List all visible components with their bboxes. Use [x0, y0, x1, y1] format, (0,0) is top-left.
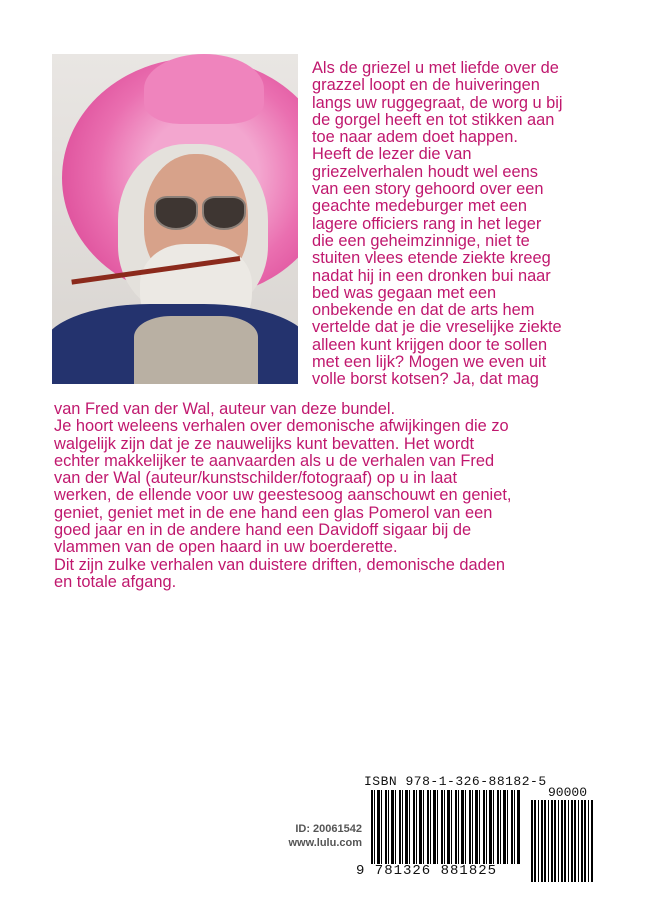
- publisher-id: ID: 20061542: [295, 823, 362, 835]
- publisher-url: www.lulu.com: [288, 837, 362, 849]
- author-photo: [52, 54, 298, 384]
- blurb-text-right-column: Als de griezel u met liefde over de grazzel loopt en de huiveringen langs uw ruggegraat, de worg u bij de gorgel heeft en tot stikken aan toe naar adem doet happen. Heeft de lezer die van griezelverhalen houdt wel eens van een story gehoord over een geachte medeburger met een lagere officiers rang in het leger die een geheimzinnige, niet te stuiten vlees etende ziekte kreeg nadat hij in een dronken bui naar bed was gegaan met een onbekende en dat de arts hem vertelde dat je die vreselijke ziekte alleen kunt krijgen door te sollen met een lijk? Mogen we even uit volle borst kotsen? Ja, dat mag: [312, 59, 563, 389]
- sunglasses-right-lens: [202, 196, 246, 230]
- barcode-digits: 9 781326 881825: [356, 863, 498, 879]
- barcode-main: [371, 790, 521, 864]
- collar: [134, 316, 258, 384]
- barcode-addon-label: 90000: [548, 785, 588, 800]
- sunglasses-left-lens: [154, 196, 198, 230]
- isbn-label: ISBN 978-1-326-88182-5: [364, 774, 547, 789]
- blurb-text-full-width: van Fred van der Wal, auteur van deze bundel. Je hoort weleens verhalen over demonische afwijkingen die zo walgelijk zijn dat je ze nauwelijks kunt bevatten. Het wordt echter makkelijker te aanvaarden als u de verhalen van Fred van der Wal (auteur/kunstschilder/fotograaf) op u in laat werken, de ellende voor uw geestesoog aanschouwt en geniet, geniet, geniet met in de ene hand een glas Pomerol van een goed jaar en in de andere hand een Davidoff sigaar bij de vlammen van de open haard in uw boerderette. Dit zijn zulke verhalen van duistere driften, demonische daden en totale afgang.: [54, 400, 512, 591]
- publisher-id-block: [270, 822, 362, 850]
- barcode-addon: [531, 800, 593, 882]
- pink-hat-crown: [144, 54, 264, 124]
